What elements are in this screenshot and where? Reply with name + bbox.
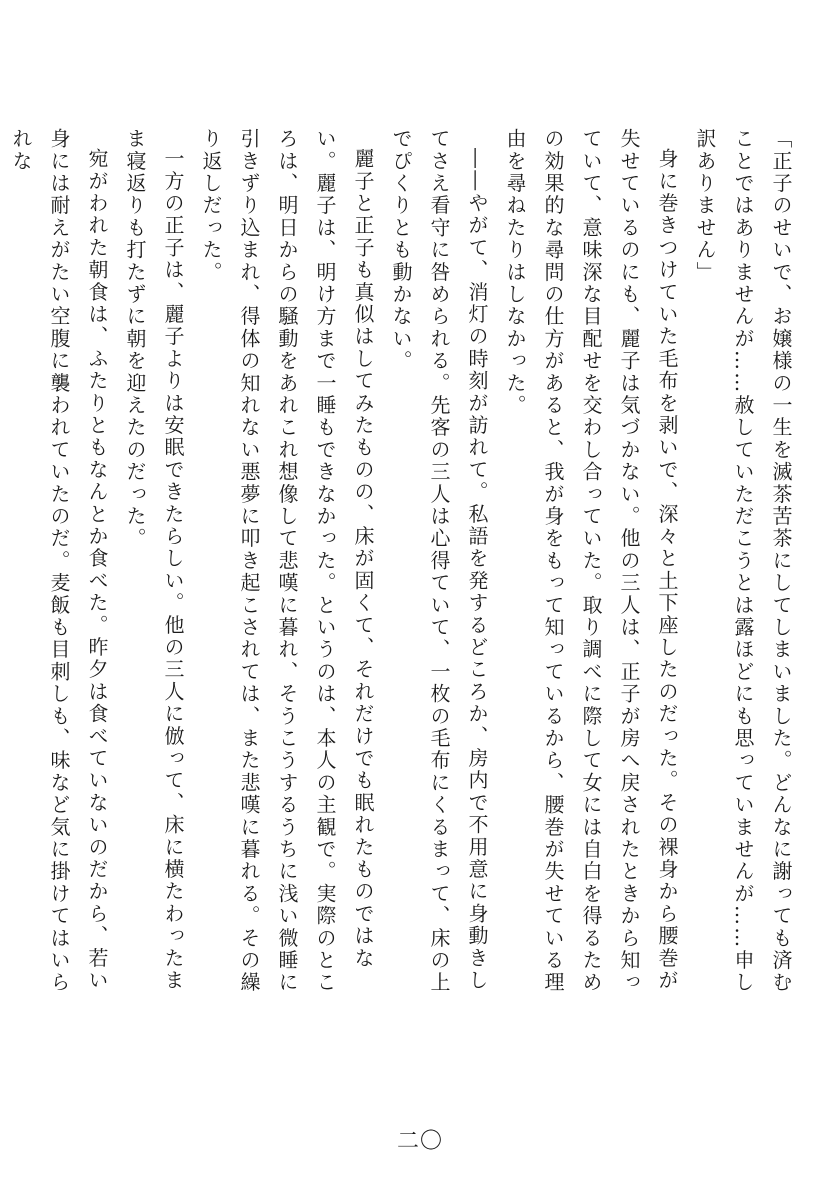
paragraph: 宛がわれた朝食は、ふたりともなんとか食べた。昨夕は食べていないのだから、若い身には耐えがたい空腹に襲われていたのだ。麦飯も目刺しも、味など気に掛けてはいられな [9, 128, 109, 994]
paragraph: ――やがて、消灯の時刻が訪れて。私語を発するどころか、房内で不用意に身動きしてさえ看守に咎められる。先客の三人は心得ていて、一枚の毛布にくるまって、床の上でぴくりとも動かない。 [389, 128, 489, 994]
paragraph: 身に巻きつけていた毛布を剥いで、深々と土下座したのだった。その裸身から腰巻が失せているのにも、麗子は気づかない。他の三人は、正子が房へ戻されたときから知っていて、意味深な目配せを交わし合っていた。取り調べに際して女には自白を得るための効果的な尋問の仕方があると、我が身をもって知っているから、腰巻が失せている理由を尋ねたりはしなかった。 [503, 128, 679, 994]
page-number: 二〇 [396, 1129, 443, 1154]
vertical-text-body [9, 128, 800, 1008]
paragraph: 麗子と正子も真似はしてみたものの、床が固くて、それだけでも眠れたものではない。麗子は、明け方まで一睡もできなかった。というのは、本人の主観で。実際のところは、明日からの騒動をあれこれ想像して悲嘆に暮れ、そうこうするうちに浅い微睡に引きずり込まれ、得体の知れない悪夢に叩き起こされては、また悲嘆に暮れる。その繰り返しだった。 [199, 128, 375, 994]
paragraph: 一方の正子は、麗子よりは安眠できたらしい。他の三人に倣って、床に横たわったまま寝返りも打たずに朝を迎えたのだった。 [123, 128, 185, 992]
paragraph-dialogue: 「正子のせいで、お嬢様の一生を滅茶苦茶にしてしまいました。どんなに謝っても済むことではありませんが……赦していただこうとは露ほどにも思っていませんが……申し訳ありません」 [693, 128, 793, 994]
